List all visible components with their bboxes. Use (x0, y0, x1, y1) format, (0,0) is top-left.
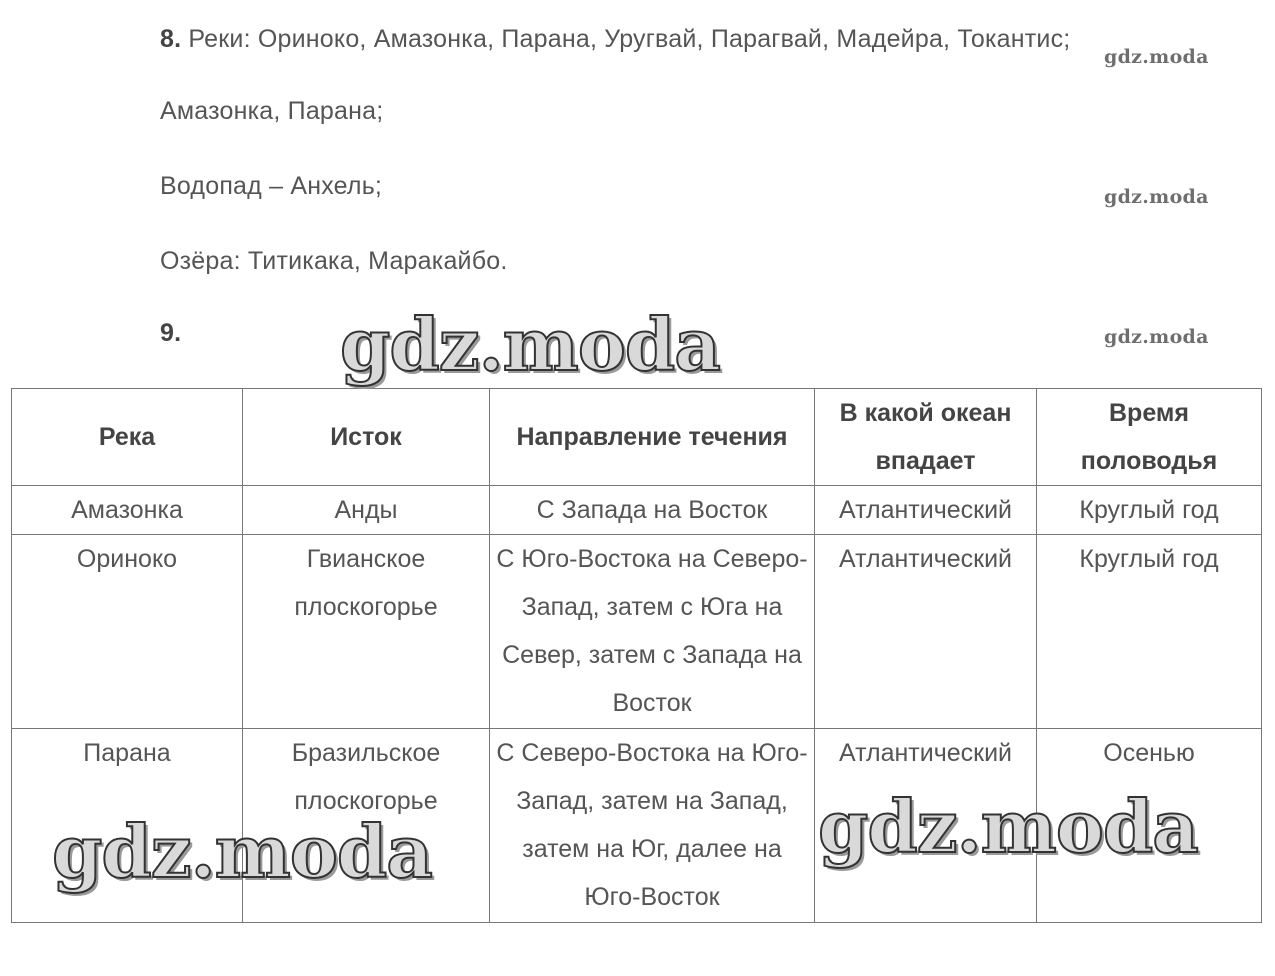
cell-flood-time: Круглый год (1037, 535, 1262, 729)
cell-source: Бразильское плоскогорье (243, 729, 490, 923)
task-8-line-4: Озёра: Титикака, Маракайбо. (160, 247, 508, 275)
task-8-line-2: Амазонка, Парана; (160, 97, 384, 125)
cell-source: Анды (243, 486, 490, 535)
cell-ocean: Атлантический (815, 729, 1037, 923)
task-8-line-1 (160, 24, 1070, 54)
cell-direction: С Запада на Восток (490, 486, 815, 535)
cell-ocean: Атлантический (815, 486, 1037, 535)
watermark-small-1: gdz.moda (1104, 46, 1209, 68)
task-8-number: 8. (160, 25, 182, 53)
task-8-line-3: Водопад – Анхель; (160, 172, 383, 200)
watermark-small-2: gdz.moda (1104, 186, 1209, 208)
cell-flood-time: Осенью (1037, 729, 1262, 923)
cell-direction: С Юго-Востока на Северо-Запад, затем с Юга на Север, затем с Запада на Восток (490, 535, 815, 729)
rivers-table (11, 388, 1262, 923)
cell-river: Ориноко (12, 535, 243, 729)
table-header-row (12, 389, 1262, 486)
cell-direction: С Северо-Востока на Юго-Запад, затем на Запад, затем на Юг, далее на Юго-Восток (490, 729, 815, 923)
watermark-large-1: gdz.moda (340, 302, 720, 387)
header-source: Исток (243, 389, 490, 486)
cell-ocean: Атлантический (815, 535, 1037, 729)
table-row (12, 729, 1262, 923)
cell-flood-time: Круглый год (1037, 486, 1262, 535)
watermark-small-3: gdz.moda (1104, 326, 1209, 348)
header-ocean: В какой океан впадает (815, 389, 1037, 486)
table-row (12, 535, 1262, 729)
header-river: Река (12, 389, 243, 486)
table-row (12, 486, 1262, 535)
watermark-large-3: gdz.moda (818, 784, 1198, 869)
watermark-large-2: gdz.moda (52, 809, 432, 894)
cell-river: Амазонка (12, 486, 243, 535)
header-direction: Направление течения (490, 389, 815, 486)
header-flood-time: Время половодья (1037, 389, 1262, 486)
task-8-rivers-text: Реки: Ориноко, Амазонка, Парана, Уругвай, Парагвай, Мадейра, Токантис; (188, 25, 1071, 53)
task-9-number: 9. (160, 319, 182, 347)
cell-river: Парана (12, 729, 243, 923)
cell-source: Гвианское плоскогорье (243, 535, 490, 729)
